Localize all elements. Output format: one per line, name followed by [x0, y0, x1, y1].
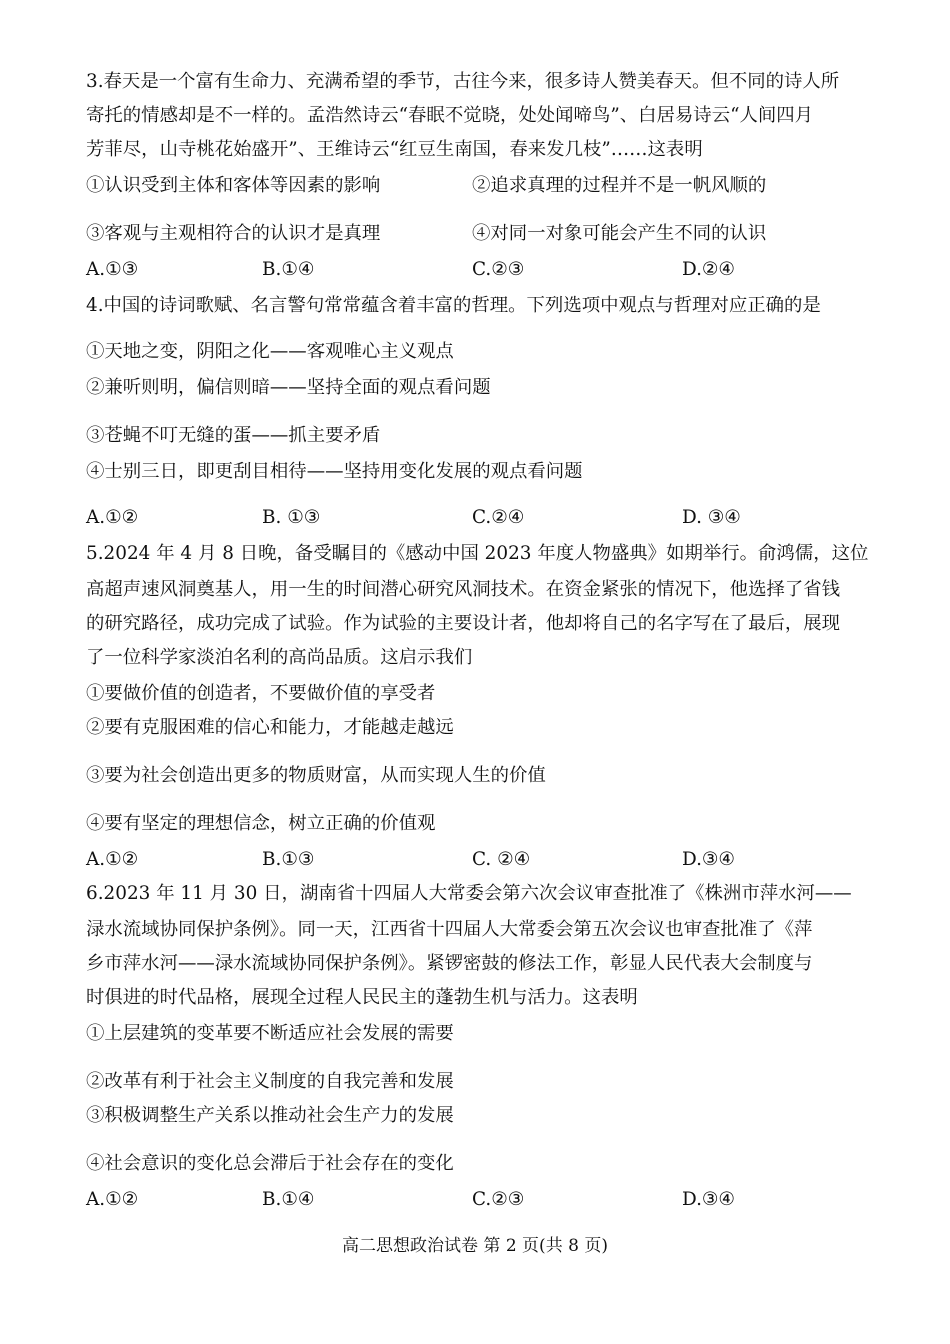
q6-stem-line-4: 时俱进的时代品格，展现全过程人民民主的蓬勃生机与活力。这表明	[86, 987, 638, 1008]
q5-choice-d: D.③④	[682, 849, 735, 870]
q4-choice-a: A.①②	[86, 507, 139, 528]
q3-option-4: ④对同一对象可能会产生不同的认识	[472, 223, 767, 244]
q6-option-3: ③积极调整生产关系以推动社会生产力的发展	[86, 1105, 454, 1126]
q3-stem-line-3: 芳菲尽，山寺桃花始盛开”、王维诗云“红豆生南国，春来发几枝”……这表明	[86, 139, 703, 160]
q5-stem-line-1: 5.2024 年 4 月 8 日晚，备受瞩目的《感动中国 2023 年度人物盛典》如期举行。俞鸿儒，这位	[86, 543, 869, 564]
q5-choice-a: A.①②	[86, 849, 139, 870]
q5-option-2: ②要有克服困难的信心和能力，才能越走越远	[86, 717, 454, 738]
q4-stem-line-1: 4.中国的诗词歌赋、名言警句常常蕴含着丰富的哲理。下列选项中观点与哲理对应正确的是	[86, 295, 821, 316]
q6-option-4: ④社会意识的变化总会滞后于社会存在的变化	[86, 1153, 454, 1174]
q5-stem-line-3: 的研究路径，成功完成了试验。作为试验的主要设计者，他却将自己的名字写在了最后，展现	[86, 613, 841, 634]
q6-stem-line-3: 乡市萍水河——渌水流域协同保护条例》。紧锣密鼓的修法工作，彰显人民代表大会制度与	[86, 953, 813, 974]
q3-option-2: ②追求真理的过程并不是一帆风顺的	[472, 175, 767, 196]
q6-option-1: ①上层建筑的变革要不断适应社会发展的需要	[86, 1023, 454, 1044]
q5-option-3: ③要为社会创造出更多的物质财富，从而实现人生的价值	[86, 765, 546, 786]
q5-option-1: ①要做价值的创造者，不要做价值的享受者	[86, 683, 436, 704]
q3-choice-b: B.①④	[262, 259, 315, 280]
q4-option-1: ①天地之变，阴阳之化——客观唯心主义观点	[86, 341, 454, 362]
q6-choice-a: A.①②	[86, 1189, 139, 1210]
q5-option-4: ④要有坚定的理想信念，树立正确的价值观	[86, 813, 436, 834]
q6-choice-c: C.②③	[472, 1189, 525, 1210]
q4-choice-d: D. ③④	[682, 507, 741, 528]
q4-choice-c: C.②④	[472, 507, 525, 528]
q3-stem-line-2: 寄托的情感却是不一样的。孟浩然诗云“春眠不觉晓，处处闻啼鸟”、白居易诗云“人间四月	[86, 105, 814, 126]
q4-option-2: ②兼听则明，偏信则暗——坚持全面的观点看问题	[86, 377, 491, 398]
q5-choice-c: C. ②④	[472, 849, 531, 870]
q6-stem-line-2: 渌水流域协同保护条例》。同一天，江西省十四届人大常委会第五次会议也审查批准了《萍	[86, 919, 813, 940]
q3-choice-a: A.①③	[86, 259, 139, 280]
q3-stem-line-1: 3.春天是一个富有生命力、充满希望的季节，古往今来，很多诗人赞美春天。但不同的诗人所	[86, 71, 840, 92]
page-footer: 高二思想政治试卷 第 2 页(共 8 页)	[342, 1236, 608, 1256]
q5-stem-line-4: 了一位科学家淡泊名利的高尚品质。这启示我们	[86, 647, 473, 668]
q3-option-3: ③客观与主观相符合的认识才是真理	[86, 223, 381, 244]
q3-choice-d: D.②④	[682, 259, 735, 280]
q4-option-3: ③苍蝇不叮无缝的蛋——抓主要矛盾	[86, 425, 381, 446]
q6-option-2: ②改革有利于社会主义制度的自我完善和发展	[86, 1071, 454, 1092]
q3-option-1: ①认识受到主体和客体等因素的影响	[86, 175, 381, 196]
q6-choice-b: B.①④	[262, 1189, 315, 1210]
q4-choice-b: B. ①③	[262, 507, 321, 528]
q6-choice-d: D.③④	[682, 1189, 735, 1210]
q4-option-4: ④士别三日，即更刮目相待——坚持用变化发展的观点看问题	[86, 461, 583, 482]
q5-stem-line-2: 高超声速风洞奠基人，用一生的时间潜心研究风洞技术。在资金紧张的情况下，他选择了省钱	[86, 579, 841, 600]
q5-choice-b: B.①③	[262, 849, 315, 870]
q3-choice-c: C.②③	[472, 259, 525, 280]
q6-stem-line-1: 6.2023 年 11 月 30 日，湖南省十四届人大常委会第六次会议审查批准了《株洲市萍水河——	[86, 883, 852, 904]
